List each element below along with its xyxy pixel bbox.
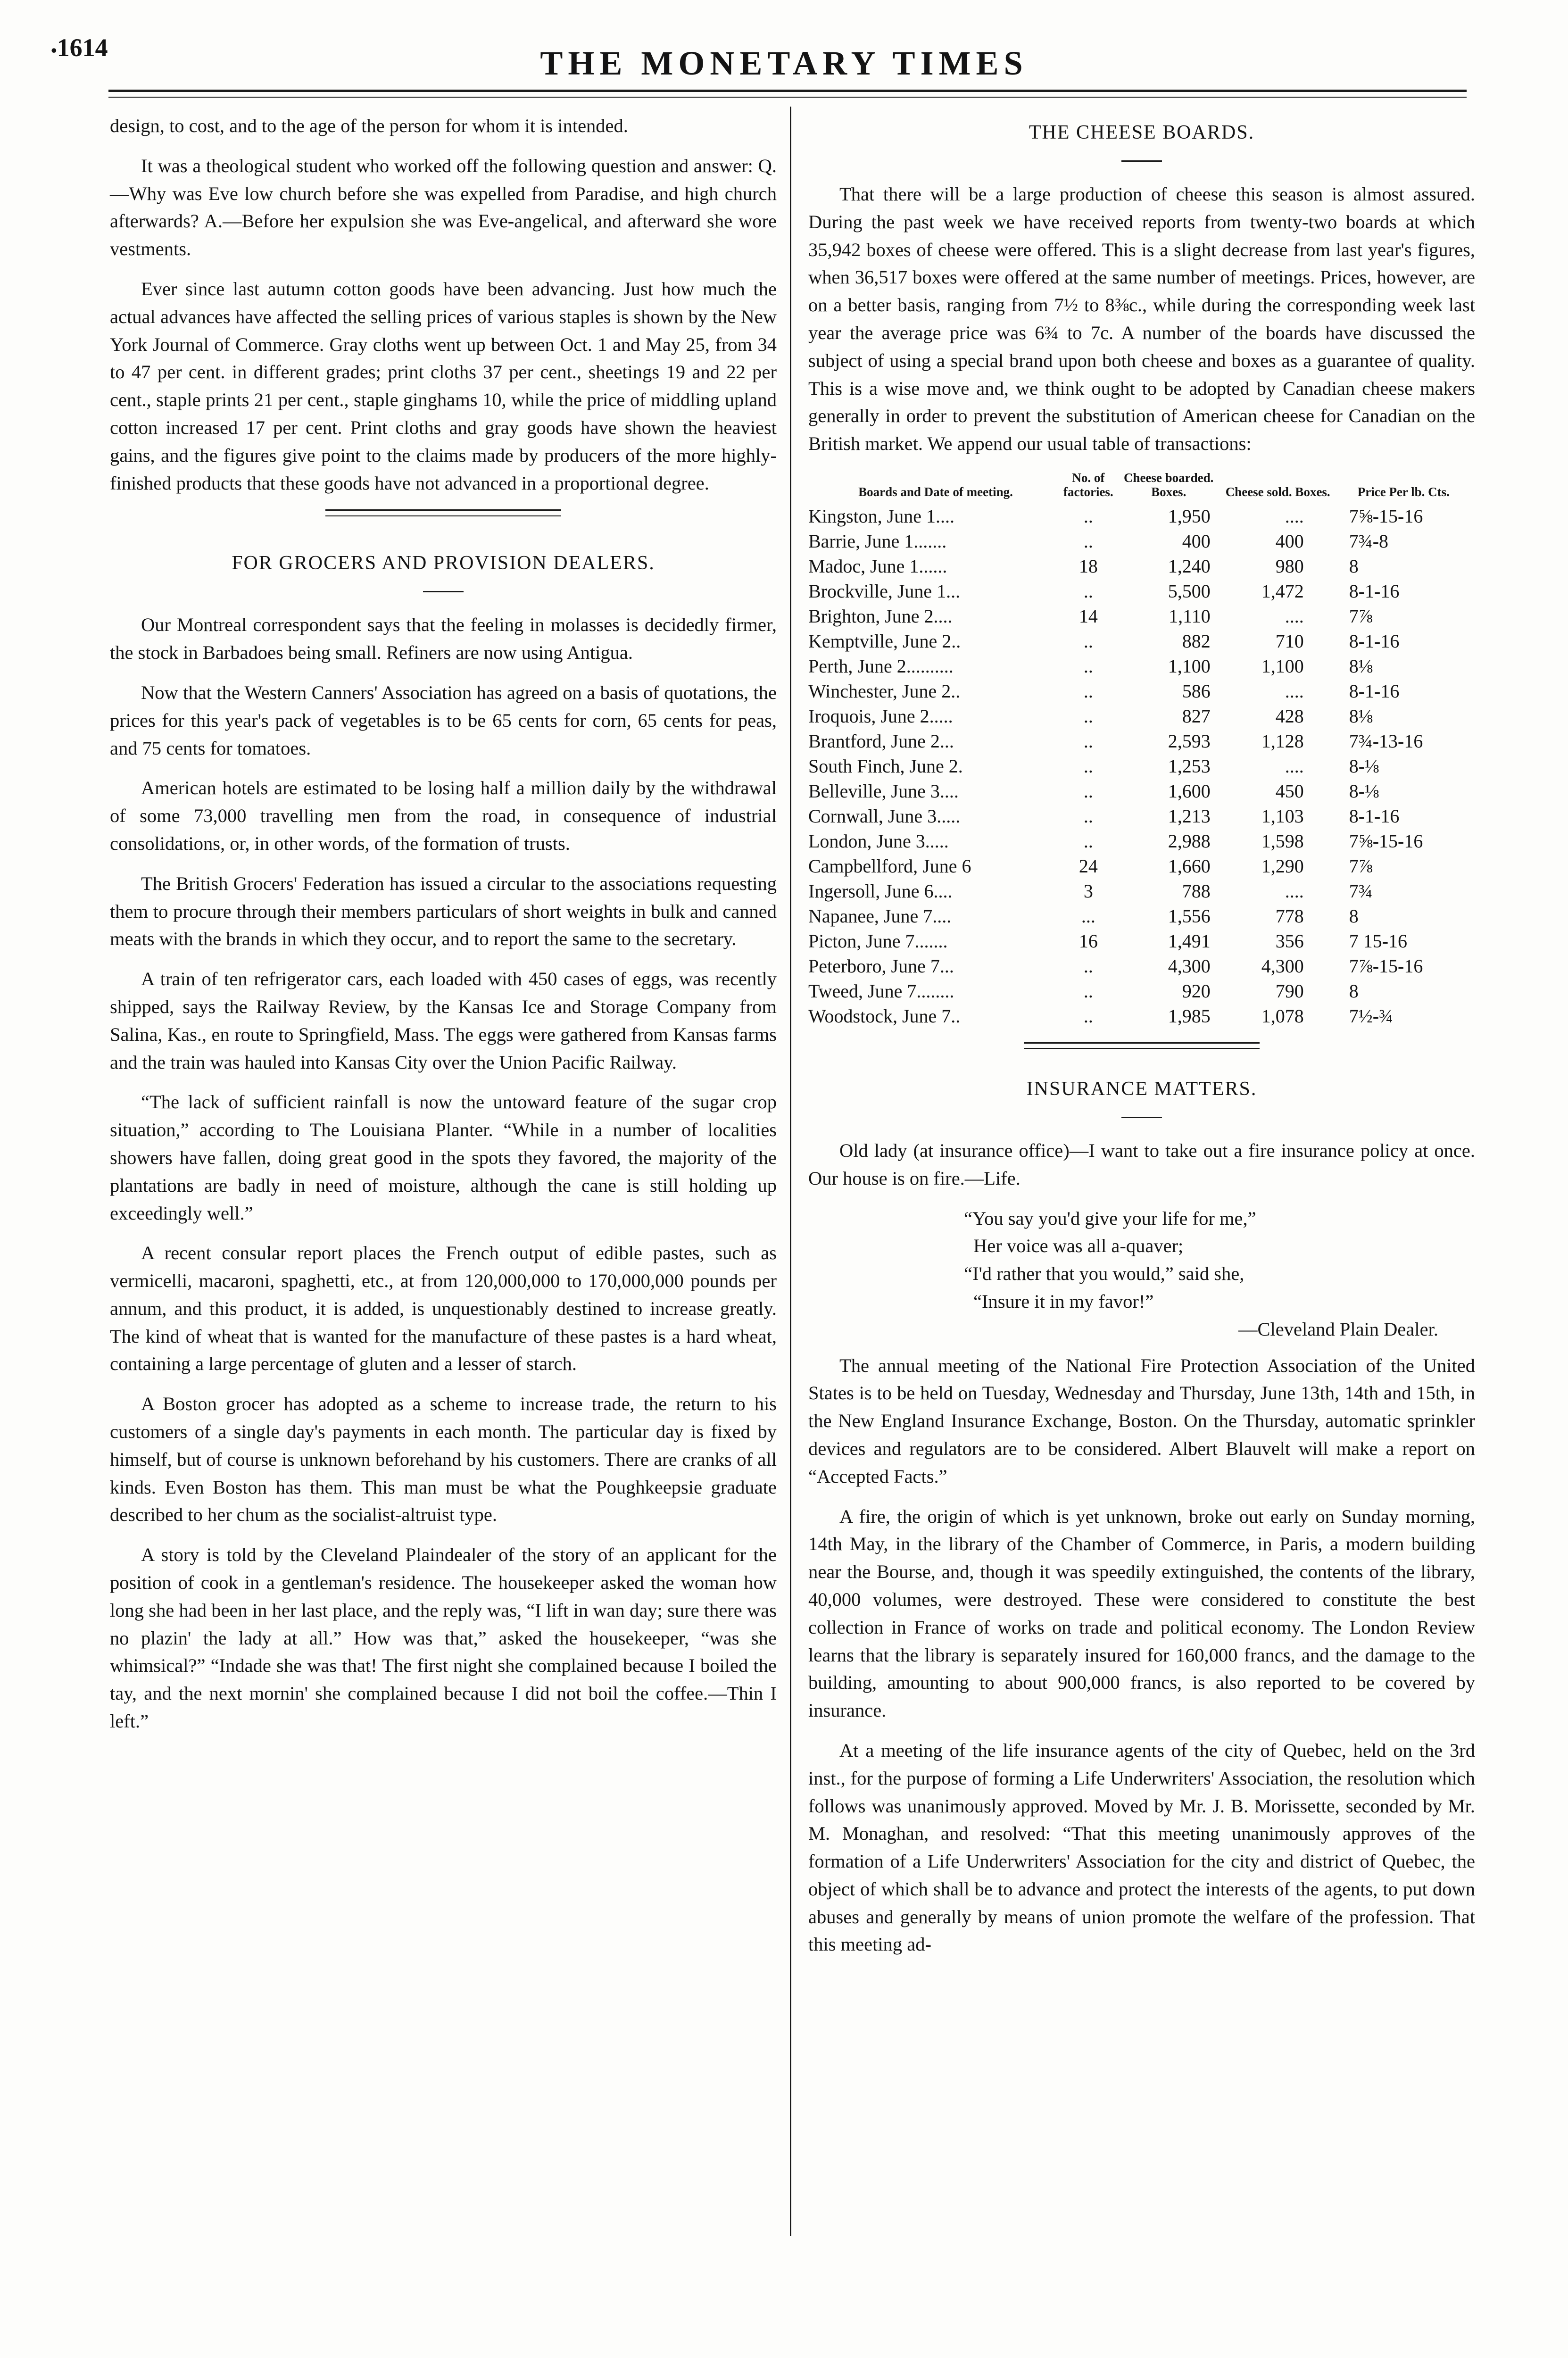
table-cell-sold: 980 [1275, 555, 1304, 577]
table-row [808, 704, 1475, 729]
table-cell-boarded: 1,660 [1168, 855, 1211, 877]
table-cell-sold: 1,290 [1261, 855, 1304, 877]
table-cell-boarded: 2,593 [1168, 730, 1211, 752]
table-row [808, 729, 1475, 754]
table-cell-price: 7½-¾ [1349, 1005, 1394, 1027]
table-cell-price: 8-1-16 [1349, 580, 1400, 602]
table-cell-boarded: 1,253 [1168, 755, 1211, 777]
table-cell-price: 7¾-13-16 [1349, 730, 1423, 752]
column-divider [790, 107, 791, 2236]
table-row [808, 754, 1475, 779]
table-row [808, 879, 1475, 904]
table-cell-factories: .. [1083, 680, 1093, 702]
grocers-section-title: FOR GROCERS AND PROVISION DEALERS. [232, 552, 655, 574]
table-cell-board: Winchester, June 2.. [808, 680, 961, 702]
table-cell-boarded: 1,950 [1168, 505, 1211, 527]
table-cell-boarded: 1,556 [1168, 905, 1211, 927]
header-rule-thin [108, 97, 1467, 98]
table-cell-factories: .. [1083, 780, 1093, 802]
column-header-boarded: Cheese boarded. Boxes. [1123, 470, 1214, 499]
table-cell-board: Brighton, June 2.... [808, 605, 953, 627]
table-cell-price: 8-1-16 [1349, 680, 1400, 702]
table-cell-factories: .. [1083, 1005, 1093, 1027]
table-cell-price: 7⅞ [1349, 605, 1373, 627]
table-cell-price: 7⅝-15-16 [1349, 830, 1423, 852]
table-cell-board: Barrie, June 1....... [808, 530, 947, 552]
table-cell-boarded: 400 [1182, 530, 1211, 552]
table-cell-factories: 16 [1079, 930, 1098, 952]
table-cell-board: South Finch, June 2. [808, 755, 963, 777]
table-row [808, 529, 1475, 554]
table-row [808, 604, 1475, 629]
table-cell-boarded: 5,500 [1168, 580, 1211, 602]
table-cell-sold: 710 [1275, 630, 1304, 652]
table-row [808, 904, 1475, 929]
left-column [110, 112, 777, 1748]
table-cell-boarded: 4,300 [1168, 955, 1211, 977]
table-cell-boarded: 1,600 [1168, 780, 1211, 802]
table-cell-sold: 450 [1275, 780, 1304, 802]
paragraph: The British Grocers' Federation has issued a circular to the associations requesting them to procure through their members particulars of short weights in bulk and canned meats with the brands in which they occur, and to report the same to the secretary. [110, 872, 777, 950]
table-cell-boarded: 1,213 [1168, 805, 1211, 827]
table-cell-factories: .. [1083, 630, 1093, 652]
paragraph: “The lack of sufficient rainfall is now the untoward feature of the sugar crop situation,” according to The Louisiana Planter. “While in a number of localities showers have fallen, doing great good in the spots they favored, the majority of the plantations are badly in need of moisture, although the cane is still holding up exceedingly well.” [110, 1091, 777, 1224]
table-row [808, 679, 1475, 704]
table-cell-factories: .. [1083, 955, 1093, 977]
table-cell-sold: .... [1285, 880, 1304, 902]
table-cell-board: Brockville, June 1... [808, 580, 961, 602]
table-cell-price: 8-⅛ [1349, 755, 1379, 777]
table-header-row [808, 470, 1475, 504]
table-cell-board: Napanee, June 7.... [808, 905, 952, 927]
table-cell-boarded: 1,110 [1169, 605, 1211, 627]
table-cell-board: Kingston, June 1.... [808, 505, 954, 527]
table-cell-boarded: 586 [1182, 680, 1211, 702]
paragraph: American hotels are estimated to be losing half a million daily by the withdrawal of some 73,000 travelling men from the road, in consequence of industrial consolidations, or, in other words, of the formation of trusts. [110, 777, 777, 854]
table-cell-factories: .. [1083, 805, 1093, 827]
cheese-table-body [808, 504, 1475, 1029]
table-cell-sold: 428 [1275, 705, 1304, 727]
table-cell-sold: .... [1285, 605, 1304, 627]
table-cell-sold: 1,100 [1261, 655, 1304, 677]
column-header-price: Price Per lb. Cts. [1357, 484, 1450, 499]
poem [808, 1205, 1475, 1344]
table-cell-boarded: 920 [1182, 980, 1211, 1002]
table-cell-sold: 356 [1275, 930, 1304, 952]
table-row [808, 804, 1475, 829]
section-separator [325, 509, 561, 516]
paragraph: Ever since last autumn cotton goods have been advancing. Just how much the actual advances have affected the selling prices of various staples is shown by the New York Journal of Commerce. Gray cloths went up between Oct. 1 and May 25, from 34 to 47 per cent. in different grades; print cloths 37 per cent., sheetings 19 and 22 per cent., staple prints 21 per cent., staple ginghams 10, while the price of middling upland cotton increased 17 per cent. Print cloths and gray goods have shown the heaviest gains, and the figures give point to the claims made by producers of the more highly-finished products that these goods have not advanced in a proportional degree. [110, 278, 777, 494]
table-cell-sold: .... [1285, 680, 1304, 702]
paragraph: A story is told by the Cleveland Plaindealer of the story of an applicant for the position of cook in a gentleman's residence. The housekeeper asked the woman how long she had been in her last place, and the reply was, “I lift in wan day; sure there was no plazin' the lady at all.” How was that,” asked the housekeeper, “was she whimsical?” “Indade she was that! The first night she complained because I boiled the tay, and the next mornin' she complained because I did not boil the coffee.—Thin I left.” [110, 1544, 777, 1732]
title-rule [423, 591, 464, 592]
paragraph: A train of ten refrigerator cars, each loaded with 450 cases of eggs, was recently shipped, says the Railway Review, by the Kansas Ice and Storage Company from Salina, Kas., en route to Springfield, Mass. The eggs were gathered from Kansas farms and the train was hauled into Kansas City over the Union Pacific Railway. [110, 968, 777, 1073]
table-cell-boarded: 1,240 [1168, 555, 1211, 577]
table-cell-factories: .. [1083, 655, 1093, 677]
table-cell-price: 8-⅛ [1349, 780, 1379, 802]
table-cell-sold: 1,103 [1261, 805, 1304, 827]
table-cell-sold: 790 [1275, 980, 1304, 1002]
right-column [808, 112, 1475, 1971]
table-cell-boarded: 882 [1182, 630, 1211, 652]
table-cell-board: Tweed, June 7........ [808, 980, 954, 1002]
table-cell-board: Perth, June 2.......... [808, 655, 954, 677]
table-cell-price: 7⅞ [1349, 855, 1373, 877]
table-cell-board: Brantford, June 2... [808, 730, 954, 752]
table-cell-sold: 4,300 [1261, 955, 1304, 977]
table-cell-factories: 3 [1083, 880, 1093, 902]
column-header-board: Boards and Date of meeting. [858, 484, 1013, 499]
table-cell-sold: 778 [1275, 905, 1304, 927]
table-row [808, 779, 1475, 804]
insurance-section-title: INSURANCE MATTERS. [1026, 1078, 1257, 1100]
table-cell-board: Cornwall, June 3..... [808, 805, 961, 827]
poem-line: Her voice was all a-quaver; [973, 1235, 1184, 1257]
table-row [808, 979, 1475, 1004]
table-cell-factories: .. [1083, 830, 1093, 852]
paragraph: It was a theological student who worked off the following question and answer: Q.—Why was Eve low church before she was expelled from Paradise, and high church afterwards? A.—Before her expulsion she was Eve-angelical, and afterward she wore vestments. [110, 155, 777, 260]
table-cell-price: 8 [1349, 980, 1359, 1002]
poem-line: “I'd rather that you would,” said she, [964, 1263, 1244, 1285]
title-rule [1121, 1117, 1162, 1118]
table-cell-price: 7¾ [1349, 880, 1373, 902]
table-cell-board: Campbellford, June 6 [808, 855, 971, 877]
table-row [808, 929, 1475, 954]
table-cell-sold: .... [1285, 505, 1304, 527]
header-rule-thick [108, 90, 1467, 92]
table-cell-sold: 1,128 [1261, 730, 1304, 752]
table-cell-factories: .. [1083, 580, 1093, 602]
paragraph: design, to cost, and to the age of the person for whom it is intended. [110, 115, 628, 136]
table-cell-boarded: 1,491 [1168, 930, 1211, 952]
table-cell-factories: .. [1083, 705, 1093, 727]
table-cell-price: 8-1-16 [1349, 630, 1400, 652]
poem-line: “You say you'd give your life for me,” [964, 1207, 1256, 1229]
table-cell-sold: 400 [1275, 530, 1304, 552]
column-header-factories: No. of factories. [1063, 470, 1113, 499]
table-cell-board: Picton, June 7....... [808, 930, 948, 952]
table-row [808, 854, 1475, 879]
table-cell-board: Madoc, June 1...... [808, 555, 947, 577]
table-cell-board: Kemptville, June 2.. [808, 630, 961, 652]
table-cell-sold: 1,598 [1261, 830, 1304, 852]
table-cell-board: Woodstock, June 7.. [808, 1005, 961, 1027]
table-row [808, 504, 1475, 529]
table-cell-factories: .. [1083, 530, 1093, 552]
table-cell-factories: .. [1083, 755, 1093, 777]
running-title: THE MONETARY TIMES [540, 44, 1028, 82]
paragraph: Old lady (at insurance office)—I want to take out a fire insurance policy at once. Our house is on fire.—Life. [808, 1139, 1475, 1189]
table-cell-factories: .. [1083, 730, 1093, 752]
table-cell-price: 8 [1349, 905, 1359, 927]
table-cell-board: Ingersoll, June 6.... [808, 880, 953, 902]
table-cell-price: 7⅝-15-16 [1349, 505, 1423, 527]
table-cell-factories: 24 [1079, 855, 1098, 877]
title-rule [1121, 160, 1162, 162]
table-cell-sold: .... [1285, 755, 1304, 777]
cheese-section-title: THE CHEESE BOARDS. [1029, 122, 1255, 143]
poem-line: “Insure it in my favor!” [973, 1290, 1154, 1312]
table-row [808, 1004, 1475, 1029]
table-cell-sold: 1,078 [1261, 1005, 1304, 1027]
table-row [808, 654, 1475, 679]
table-cell-factories: .. [1083, 980, 1093, 1002]
paragraph: A recent consular report places the French output of edible pastes, such as vermicelli, macaroni, spaghetti, etc., at from 120,000,000 to 170,000,000 pounds per annum, and this product, it is added, is unquestionably destined to increase greatly. The kind of wheat that is wanted for the manufacture of these pastes is a hard wheat, containing a large percentage of gluten and a lesser of starch. [110, 1242, 777, 1375]
paragraph: That there will be a large production of cheese this season is almost assured. During the past week we have received reports from twenty-two boards at which 35,942 boxes of cheese were offered. This is a slight decrease from last year's figures, when 36,517 boxes were offered at the same number of meetings. Prices, however, are on a better basis, ranging from 7½ to 8⅜c., while during the corresponding week last year the average price was 6¾ to 7c. A number of the boards have discussed the subject of using a special brand upon both cheese and boxes as a guarantee of quality. This is a wise move and, we think ought to be adopted by Canadian cheese makers generally in order to prevent the substitution of American cheese for Canadian on the British market. We append our usual table of transactions: [808, 183, 1475, 455]
table-row [808, 829, 1475, 854]
table-cell-board: Iroquois, June 2..... [808, 705, 953, 727]
page-number: • 1614 [51, 33, 108, 62]
table-cell-factories: ... [1081, 905, 1095, 927]
section-separator [1024, 1042, 1260, 1049]
table-cell-price: 7 15-16 [1349, 930, 1408, 952]
table-cell-price: 8 [1349, 555, 1359, 577]
table-cell-board: Peterboro, June 7... [808, 955, 954, 977]
paragraph: The annual meeting of the National Fire Protection Association of the United States is to be held on Tuesday, Wednesday and Thursday, June 13th, 14th and 15th, in the New England Insurance Exchange, Boston. On the Thursday, automatic sprinkler devices and regulators are to be considered. Albert Blauvelt will make a report on “Accepted Facts.” [808, 1354, 1475, 1487]
column-header-sold: Cheese sold. Boxes. [1225, 484, 1330, 499]
table-cell-boarded: 827 [1182, 705, 1211, 727]
table-cell-price: 7⅞-15-16 [1349, 955, 1423, 977]
table-cell-boarded: 2,988 [1168, 830, 1211, 852]
paragraph: At a meeting of the life insurance agents of the city of Quebec, held on the 3rd inst., for the purpose of forming a Life Underwriters' Association, the resolution which follows was unanimously approved. Moved by Mr. J. B. Morissette, seconded by Mr. M. Monaghan, and resolved: “That this meeting unanimously approves of the formation of a Life Underwriters' Association for the city and district of Quebec, the object of which shall be to advance and protect the interests of the agents, to put down abuses and generally by means of union promote the welfare of the profession. That this meeting ad- [808, 1739, 1475, 1955]
poem-attribution: —Cleveland Plain Dealer. [1238, 1318, 1438, 1340]
table-row [808, 554, 1475, 579]
table-cell-board: London, June 3..... [808, 830, 949, 852]
table-cell-board: Belleville, June 3.... [808, 780, 959, 802]
table-cell-boarded: 1,985 [1168, 1005, 1211, 1027]
table-cell-boarded: 788 [1182, 880, 1211, 902]
table-cell-price: 8⅛ [1349, 655, 1373, 677]
paragraph: A Boston grocer has adopted as a scheme to increase trade, the return to his customers of a single day's payments in each month. The particular day is fixed by himself, but of course is unknown beforehand by his customers. There are cranks of all kinds. Even Boston has them. This man must be what the Poughkeepsie graduate described to her chum as the socialist-altruist type. [110, 1393, 777, 1526]
table-row [808, 579, 1475, 604]
table-cell-boarded: 1,100 [1168, 655, 1211, 677]
table-cell-price: 7¾-8 [1349, 530, 1389, 552]
table-cell-factories: 18 [1079, 555, 1098, 577]
table-cell-price: 8⅛ [1349, 705, 1373, 727]
table-cell-factories: 14 [1079, 605, 1098, 627]
paragraph: A fire, the origin of which is yet unknown, broke out early on Sunday morning, 14th May, in the library of the Chamber of Commerce, in Paris, a modern building near the Bourse, and, though it was speedily extinguished, the contents of the library, 40,000 volumes, were destroyed. These were considered to constitute the best collection in France of works on trade and political economy. The London Review learns that the library is separately insured for 160,000 francs, and the damage to the building, amounting to about 900,000 francs, is also reported to be covered by insurance. [808, 1505, 1475, 1721]
table-cell-price: 8-1-16 [1349, 805, 1400, 827]
table-row [808, 629, 1475, 654]
table-cell-factories: .. [1083, 505, 1093, 527]
paragraph: Our Montreal correspondent says that the feeling in molasses is decidedly firmer, the stock in Barbadoes being small. Refiners are now using Antigua. [110, 614, 777, 664]
paragraph: Now that the Western Canners' Association has agreed on a basis of quotations, the prices for this year's pack of vegetables is to be 65 cents for corn, 65 cents for peas, and 75 cents for tomatoes. [110, 681, 777, 759]
table-row [808, 954, 1475, 979]
table-cell-sold: 1,472 [1261, 580, 1304, 602]
cheese-table [808, 470, 1475, 1029]
